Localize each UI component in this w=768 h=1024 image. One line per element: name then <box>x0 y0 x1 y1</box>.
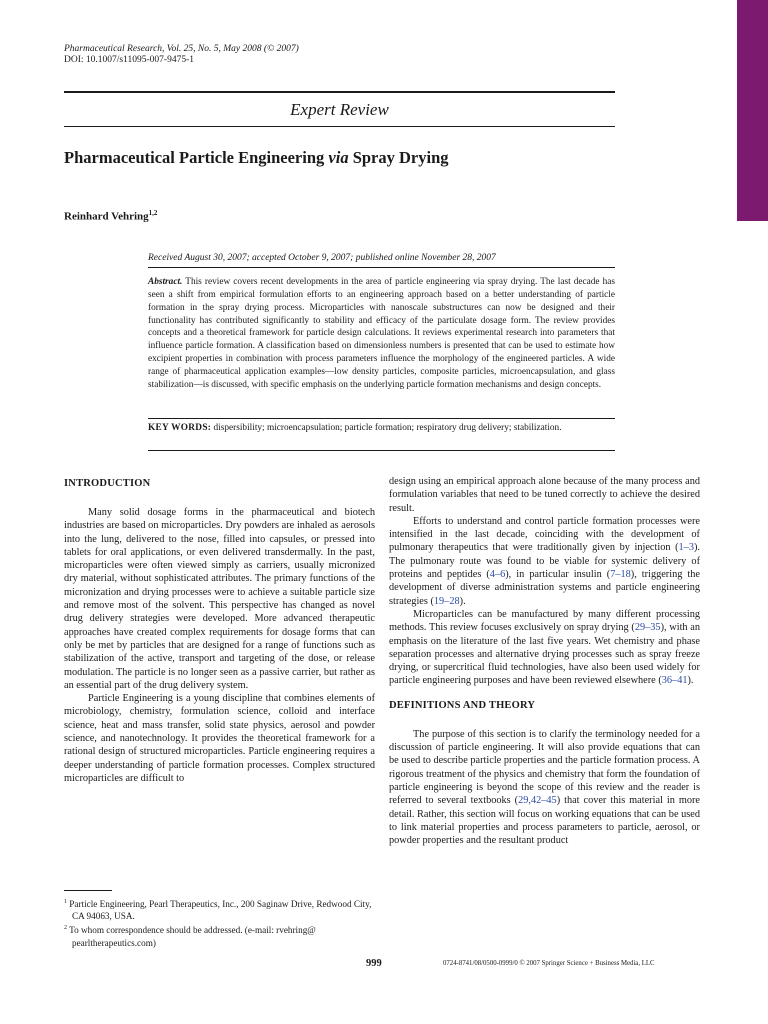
journal-header <box>64 44 299 66</box>
keywords <box>148 423 615 435</box>
author-affiliations: 1,2 <box>148 209 158 217</box>
text-run: ). <box>459 595 466 607</box>
reference-link[interactable]: 19–28 <box>433 595 460 607</box>
abstract-bottom-rule <box>148 418 615 419</box>
reference-link[interactable]: 36–41 <box>661 675 688 687</box>
text-run: Efforts to understand and control particle formation processes were intensified in the last decade, coinciding with the development of pulmonary therapeutics that were traditionally given by injection ( <box>389 515 700 554</box>
footnote-number: 1 <box>64 899 67 905</box>
top-rule <box>64 91 615 93</box>
keywords-label: KEY WORDS: <box>148 423 212 433</box>
reference-link[interactable]: 29–35 <box>634 622 661 634</box>
title-part: Spray Drying <box>348 148 449 167</box>
title-part: Pharmaceutical Particle Engineering <box>64 148 329 167</box>
footnote-text: Particle Engineering, Pearl Therapeutics, Inc., 200 Saginaw Drive, Redwood City, CA 94063, USA. <box>67 899 372 922</box>
page-number: 999 <box>366 958 382 969</box>
abstract-top-rule <box>148 267 615 268</box>
paragraph <box>389 728 700 848</box>
text-run: ), triggering the development of diverse administration systems and particle engineering strategies ( <box>389 569 700 607</box>
keywords-bottom-rule <box>148 450 615 451</box>
author-name: Reinhard Vehring <box>64 210 149 223</box>
article-title <box>64 148 449 168</box>
text-run: ), in particular insulin ( <box>505 569 611 581</box>
text-run: ). <box>687 675 694 687</box>
section-label: Expert Review <box>290 100 389 119</box>
journal-citation: Pharmaceutical Research, Vol. 25, No. 5, May 2008 (© 2007) <box>64 44 299 54</box>
footnote-2 <box>64 922 380 948</box>
right-column <box>389 475 700 847</box>
footnote-rule <box>64 890 112 891</box>
doi[interactable]: DOI: 10.1007/s11095-007-9475-1 <box>64 55 194 65</box>
definitions-heading: DEFINITIONS AND THEORY <box>389 699 536 711</box>
paragraph <box>389 515 700 608</box>
reference-link[interactable]: 29,42–45 <box>518 795 557 807</box>
author-line <box>64 207 157 224</box>
footnote-1 <box>64 896 380 922</box>
paragraph <box>389 608 700 688</box>
footnotes <box>64 896 380 949</box>
text-run: Microparticles can be manufactured by many different processing methods. This review focuses exclusively on spray drying ( <box>389 608 700 634</box>
keywords-text: dispersibility; microencapsulation; particle formation; respiratory drug delivery; stabilization. <box>211 423 562 433</box>
text-run: ). The pulmonary route was found to be viable for systemic delivery of proteins and peptides ( <box>389 542 700 581</box>
journal-color-tab <box>737 0 768 221</box>
title-italic: via <box>328 148 349 167</box>
footnote-text: To whom correspondence should be addressed. (e-mail: rvehring@ pearltherapeutics.com) <box>67 925 316 948</box>
publication-dates: Received August 30, 2007; accepted October 9, 2007; published online November 28, 2007 <box>148 253 496 263</box>
footnote-number: 2 <box>64 925 67 932</box>
reference-link[interactable]: 4–6 <box>489 569 506 581</box>
introduction-heading: INTRODUCTION <box>64 478 151 489</box>
text-run: ), with an emphasis on the literature of the last five years. Wet chemistry and phase separation processes and alternative drying processes such as spray freeze drying, or supercritical fluid technologies, have also been used widely for particle engineering purposes and have been reviewed elsewhere ( <box>389 622 700 687</box>
abstract <box>148 276 615 392</box>
reference-link[interactable]: 1–3 <box>678 542 694 554</box>
paragraph: design using an empirical approach alone because of the many process and formulation variables that need to be tuned correctly to achieve the desired result. <box>389 476 700 514</box>
left-column <box>64 477 375 785</box>
section-rule <box>64 126 615 127</box>
abstract-text: This review covers recent developments in the area of particle engineering via spray drying. The last decade has seen a shift from empirical formulation efforts to an engineering approach based on a better understanding of particle formation in the spray drying process. Microparticles with nanoscale substructures can now be designed and their functionality has contributed significantly to stability and efficacy of the particulate dosage form. The review provides concepts and a theoretical framework for particle design calculations. It reviews experimental research into parameters that influence particle formation. A classification based on dimensionless numbers is presented that can be used to estimate how excipient properties in combination with process parameters influence the morphology of the engineered particles. A wide range of pharmaceutical application examples—low density particles, composite particles, microencapsulation, and glass stabilization—is discussed, with specific emphasis on the underlying particle formation mechanisms and design concepts. <box>148 277 615 390</box>
paragraph: Particle Engineering is a young discipline that combines elements of microbiology, chemistry, formulation science, colloid and interface science, heat and mass transfer, solid state physics, aerosol and powder science, and nanotechnology. It provides the theoretical framework for a rational design of structured microparticles. Particle engineering requires a deeper understanding of particle formation processes. Complex structured microparticles are difficult to <box>64 693 375 784</box>
paragraph: Many solid dosage forms in the pharmaceutical and biotech industries are based on microparticles. Dry powders are inhaled as aerosols into the lung, delivered to the nose, filled into capsules, or pressed into tablets for oral applications, or even delivered transdermally. In the past, microparticles were often viewed simply as carriers, usually micronized dry material, without sophisticated attributes. The primary functions of the micronization and drying processes were to achieve a suitable particle size and remove most of the solvent. This perspective has changed as novel drug delivery strategies were developed. More advanced therapeutic approaches have created complex requirements for dosage forms that can only be met by particles that are designed for a range of functions such as stabilization of the active, transport and targeting of the dose, or release modulation. The particle is no longer seen as a passive carrier, but rather as an essential part of the drug delivery system. <box>64 507 375 691</box>
text-run: The purpose of this section is to clarify the terminology needed for a discussion of particle engineering. It will also provide equations that can be used to describe particle properties and the particle formation process. A rigorous treatment of the physics and chemistry that form the foundation of particle engineering is beyond the scope of this review and the reader is referred to several textbooks ( <box>389 728 700 807</box>
text-run: ) that cover this material in more detail. Rather, this section will focus on working equations that can be used to link material properties and process parameters to particle, aerosol, or powder properties and the resultant product <box>389 795 700 847</box>
copyright-line: 0724-8741/08/0500-0999/0 © 2007 Springer Science + Business Media, LLC <box>443 960 655 967</box>
abstract-label: Abstract. <box>148 277 183 287</box>
reference-link[interactable]: 7–18 <box>610 569 631 581</box>
